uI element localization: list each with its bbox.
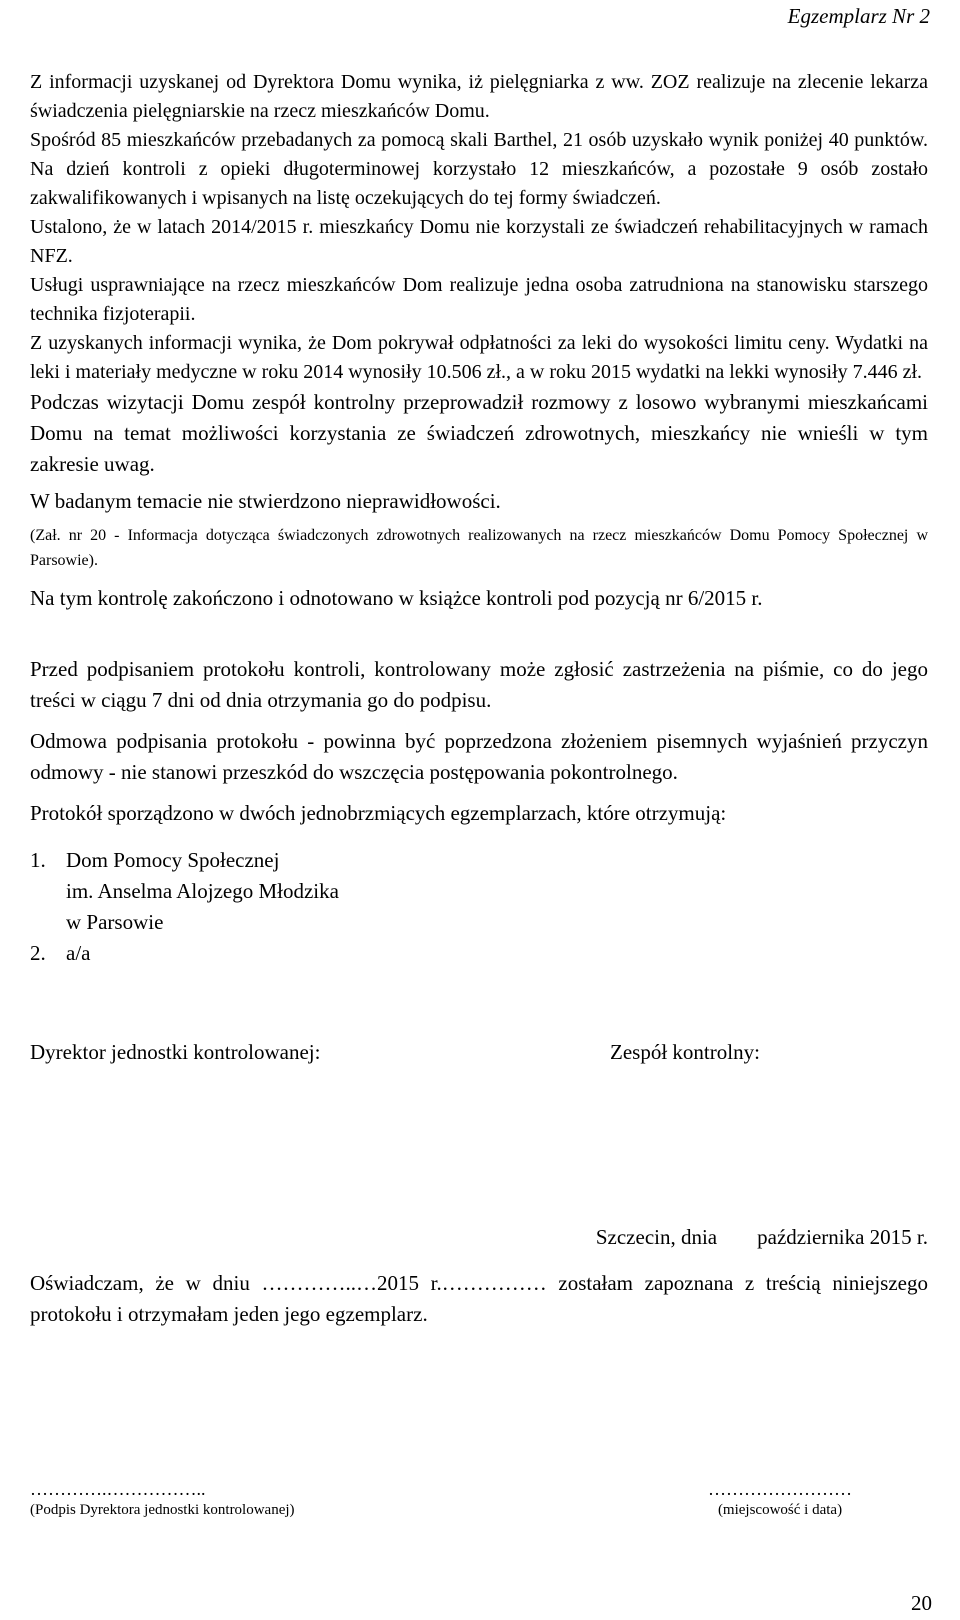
objection-notice: Przed podpisaniem protokołu kontroli, kontrolowany może zgłosić zastrzeżenia na piśmie, co do jego treści w ciągu 7 dni od dnia otrzymania go do podpisu. xyxy=(30,657,928,712)
place-label: Szczecin, dnia xyxy=(595,1225,718,1249)
paragraph-medicine-costs: Z uzyskanych informacji wynika, że Dom pokrywał odpłatności za leki do wysokości limitu ceny. Wydatki na leki i materiały medyczne w roku 2014 wynosiły 10.506 zł., a w roku 2015 wydatki na lekki wynosiły 7.446 zł. xyxy=(30,332,928,383)
attachment-note: (Zał. nr 20 - Informacja dotycząca świadczonych zdrowotnych realizowanych na rzecz mieszkańców Domu Pomocy Społecznej w Parsowie). xyxy=(30,527,928,569)
recipient-line: w Parsowie xyxy=(66,910,164,934)
recipient-number: 1. xyxy=(30,848,46,872)
recipient-number: 2. xyxy=(30,941,46,965)
copies-intro: Protokół sporządzono w dwóch jednobrzmiących egzemplarzach, które otrzymują: xyxy=(30,801,727,825)
list-item xyxy=(30,845,928,938)
paragraph-barthel-scale: Spośród 85 mieszkańców przebadanych za pomocą skali Barthel, 21 osób uzyskało wynik poniżej 40 punktów. Na dzień kontroli z opieki długoterminowej korzystało 12 mieszkańców, a pozostałe 9 osób zostało zakwalifikowanych i wpisanych na listę oczekujących do tej formy świadczeń. xyxy=(30,129,928,209)
paragraph-nurse-services: Z informacji uzyskanej od Dyrektora Domu wynika, iż pielęgniarka z ww. ZOZ realizuje na zlecenie lekarza świadczenia pielęgniarskie na rzecz mieszkańców Domu. xyxy=(30,71,928,122)
recipients-list xyxy=(30,845,928,969)
signature-caption: (Podpis Dyrektora jednostki kontrolowanej) xyxy=(30,1502,295,1518)
recipient-name xyxy=(66,845,339,938)
copy-number-label: Egzemplarz Nr 2 xyxy=(787,4,930,28)
paragraph-resident-interviews: Podczas wizytacji Domu zespół kontrolny przeprowadził rozmowy z losowo wybranymi mieszkańcami Domu na temat możliwości korzystania ze świadczeń zdrowotnych, mieszkańcy nie wnieśli w tym zakresie uwag. xyxy=(30,390,928,476)
director-signer-label: Dyrektor jednostki kontrolowanej: xyxy=(30,1040,321,1064)
place-date-signature-block xyxy=(660,1478,900,1520)
recipient-line: a/a xyxy=(66,941,91,965)
recipient-line: im. Anselma Alojzego Młodzika xyxy=(66,879,339,903)
recipient-line: Dom Pomocy Społecznej xyxy=(66,848,280,872)
page-number: 20 xyxy=(911,1591,932,1615)
signature-dotted-line: ………….…………….. xyxy=(30,1479,206,1499)
team-signer-label: Zespół kontrolny: xyxy=(610,1040,760,1064)
signature-dotted-line: …………………… xyxy=(708,1479,852,1499)
paragraph-rehabilitation: Ustalono, że w latach 2014/2015 r. mieszkańcy Domu nie korzystali ze świadczeń rehabilitacyjnych w ramach NFZ. xyxy=(30,216,928,267)
protocol-body xyxy=(30,68,928,969)
recipient-name xyxy=(66,938,90,969)
date-label: października 2015 r. xyxy=(757,1225,928,1249)
no-irregularities-statement: W badanym temacie nie stwierdzono nieprawidłowości. xyxy=(30,489,501,513)
list-item xyxy=(30,938,928,969)
paragraph-physiotherapy: Usługi usprawniające na rzecz mieszkańców Dom realizuje jedna osoba zatrudniona na stanowisku starszego technika fizjoterapii. xyxy=(30,274,928,325)
signature-caption: (miejscowość i data) xyxy=(717,1502,843,1518)
director-signature-block xyxy=(30,1478,295,1520)
place-date xyxy=(596,1225,928,1250)
refusal-notice: Odmowa podpisania protokołu - powinna być poprzedzona złożeniem pisemnych wyjaśnień przyczyn odmowy - nie stanowi przeszkód do wszczęcia postępowania pokontrolnego. xyxy=(30,729,928,784)
declaration-statement: Oświadczam, że w dniu …………..…2015 r.…………… zostałam zapoznana z treścią niniejszego protokołu i otrzymałam jeden jego egzemplarz. xyxy=(30,1271,928,1326)
closing-line: Na tym kontrolę zakończono i odnotowano w książce kontroli pod pozycją nr 6/2015 r. xyxy=(30,586,763,610)
